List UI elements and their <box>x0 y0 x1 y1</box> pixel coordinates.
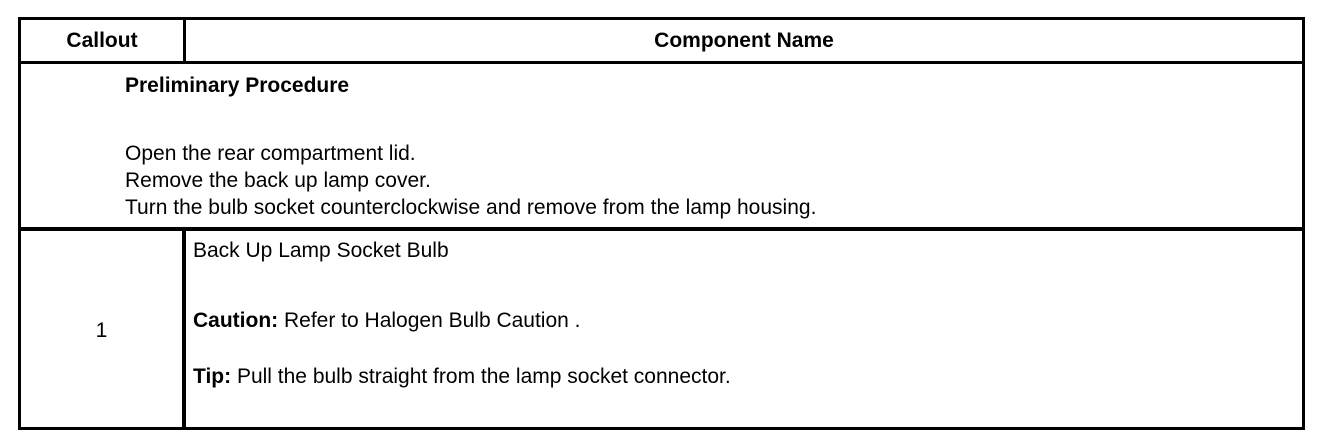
header-component-name: Component Name <box>654 29 834 52</box>
preliminary-steps <box>125 140 816 221</box>
preliminary-procedure-title: Preliminary Procedure <box>125 74 350 97</box>
table-header-row <box>21 20 1302 64</box>
preliminary-step: Turn the bulb socket counterclockwise and remove from the lamp housing. <box>125 196 817 219</box>
caution-text: Refer to Halogen Bulb Caution . <box>278 309 581 332</box>
header-callout: Callout <box>21 20 186 61</box>
tip-note <box>193 365 731 389</box>
callout-number: 1 <box>95 319 108 342</box>
caution-label: Caution: <box>193 309 279 332</box>
preliminary-procedure-row <box>21 64 1302 231</box>
callout-cell <box>21 231 186 427</box>
tip-text: Pull the bulb straight from the lamp socket connector. <box>231 365 731 388</box>
preliminary-step: Open the rear compartment lid. <box>125 142 416 165</box>
tip-label: Tip: <box>193 365 232 388</box>
component-name: Back Up Lamp Socket Bulb <box>193 239 449 262</box>
preliminary-step: Remove the back up lamp cover. <box>125 169 431 192</box>
table-row <box>21 231 1302 427</box>
procedure-table <box>18 17 1305 430</box>
caution-note <box>193 309 581 333</box>
